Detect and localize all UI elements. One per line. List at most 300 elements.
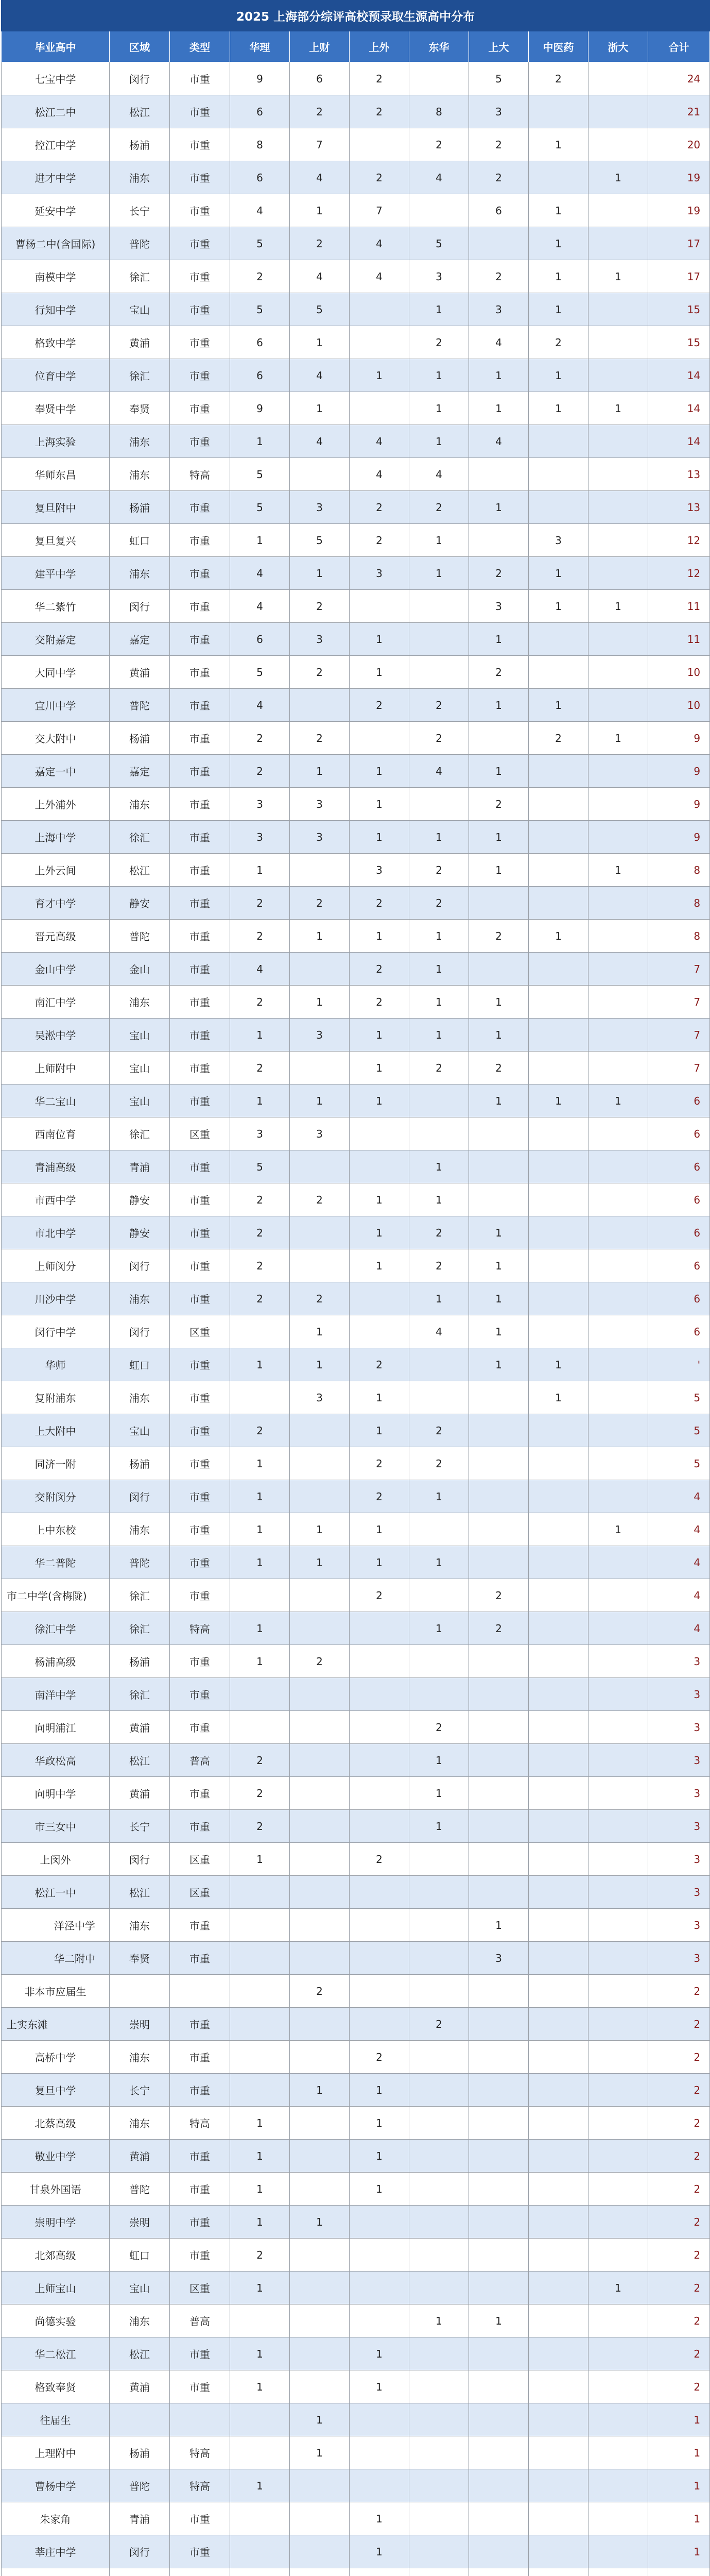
table-row: [2, 1909, 710, 1942]
cell-shisu: 2: [350, 2041, 409, 2074]
cell-ecust: [230, 2304, 290, 2337]
cell-ecust: 2: [230, 755, 290, 788]
table-row: [2, 953, 710, 986]
cell-type: 区重: [170, 1315, 230, 1348]
table-row: [2, 1579, 710, 1612]
cell-shutcm: 1: [529, 920, 588, 953]
table-row: [2, 689, 710, 722]
cell-school: 尚德实验: [2, 2304, 110, 2337]
cell-ecust: [230, 2008, 290, 2041]
cell-shutcm: [529, 2239, 588, 2272]
cell-dhu: 2: [409, 2008, 469, 2041]
cell-school: 杨浦高级: [2, 1645, 110, 1678]
cell-shisu: 1: [350, 1216, 409, 1249]
table-row: [2, 1810, 710, 1843]
cell-school: 上师附中: [2, 1052, 110, 1084]
cell-ecust: 4: [230, 590, 290, 623]
cell-total: 8: [648, 854, 710, 887]
cell-type: 市重: [170, 161, 230, 194]
cell-ecust: 5: [230, 1150, 290, 1183]
cell-shisu: 4: [350, 227, 409, 260]
cell-shutcm: [529, 491, 588, 524]
table-row: [2, 1084, 710, 1117]
cell-type: 特高: [170, 458, 230, 491]
cell-dhu: [409, 1117, 469, 1150]
cell-school: 洋泾中学: [2, 1909, 110, 1942]
cell-dhu: [409, 788, 469, 821]
cell-shu: 1: [469, 1348, 529, 1381]
cell-total: 2: [648, 1975, 710, 2008]
cell-shutcm: [529, 1942, 588, 1975]
table-row: [2, 1546, 710, 1579]
cell-zju: [588, 2041, 648, 2074]
cell-type: 市重: [170, 425, 230, 458]
cell-district: 虹口: [110, 2239, 170, 2272]
cell-type: 市重: [170, 1183, 230, 1216]
col-header-type: 类型: [170, 31, 230, 62]
cell-shutcm: [529, 2502, 588, 2535]
cell-sufe: [290, 1612, 350, 1645]
cell-type: 市重: [170, 722, 230, 755]
cell-total: 3: [648, 1645, 710, 1678]
cell-school: 宜川中学: [2, 689, 110, 722]
table-row: [2, 1117, 710, 1150]
cell-sufe: 6: [290, 62, 350, 95]
cell-shutcm: [529, 953, 588, 986]
cell-shutcm: [529, 656, 588, 689]
cell-dhu: 1: [409, 920, 469, 953]
cell-shisu: [350, 2239, 409, 2272]
cell-ecust: 1: [230, 1843, 290, 1876]
col-header-ecust: 华理: [230, 31, 290, 62]
cell-district: 浦东: [110, 1381, 170, 1414]
cell-school: 崇明中学: [2, 2206, 110, 2239]
cell-ecust: 2: [230, 1744, 290, 1777]
cell-shu: [469, 1480, 529, 1513]
cell-dhu: 2: [409, 887, 469, 920]
cell-district: 浦东: [110, 425, 170, 458]
cell-ecust: 8: [230, 128, 290, 161]
cell-shu: 1: [469, 1019, 529, 1052]
cell-type: 市重: [170, 2008, 230, 2041]
cell-dhu: [409, 1645, 469, 1678]
cell-school: 华二宝山: [2, 1084, 110, 1117]
cell-school: 市二中学(含梅陇): [2, 1579, 110, 1612]
cell-sufe: 1: [290, 557, 350, 590]
cell-ecust: 4: [230, 689, 290, 722]
cell-zju: [588, 227, 648, 260]
cell-sufe: 3: [290, 788, 350, 821]
cell-sufe: 2: [290, 95, 350, 128]
cell-shutcm: 1: [529, 590, 588, 623]
cell-zju: [588, 1843, 648, 1876]
cell-zju: [588, 1612, 648, 1645]
cell-shu: [469, 1777, 529, 1810]
cell-zju: 1: [588, 260, 648, 293]
table-row: [2, 755, 710, 788]
cell-ecust: [230, 1381, 290, 1414]
cell-school: 上实东滩: [2, 2008, 110, 2041]
cell-total: 11: [648, 623, 710, 656]
cell-shisu: 2: [350, 1447, 409, 1480]
cell-ecust: [230, 1942, 290, 1975]
table-row: [2, 722, 710, 755]
table-row: [2, 458, 710, 491]
cell-shu: [469, 1546, 529, 1579]
cell-type: 市重: [170, 557, 230, 590]
cell-shisu: 1: [350, 2337, 409, 2370]
cell-total: 15: [648, 326, 710, 359]
cell-type: 市重: [170, 491, 230, 524]
cell-type: 市重: [170, 293, 230, 326]
cell-zju: [588, 1315, 648, 1348]
cell-ecust: 9: [230, 392, 290, 425]
cell-school: 金山中学: [2, 953, 110, 986]
table-row: [2, 1315, 710, 1348]
cell-shutcm: [529, 1480, 588, 1513]
cell-dhu: 4: [409, 1315, 469, 1348]
cell-shu: [469, 953, 529, 986]
cell-district: 虹口: [110, 524, 170, 557]
cell-dhu: [409, 1678, 469, 1711]
cell-zju: [588, 1414, 648, 1447]
cell-total: 6: [648, 1183, 710, 1216]
cell-type: 市重: [170, 821, 230, 854]
cell-zju: 1: [588, 1084, 648, 1117]
cell-ecust: 1: [230, 2337, 290, 2370]
cell-zju: [588, 1052, 648, 1084]
cell-zju: [588, 2173, 648, 2206]
cell-total: 7: [648, 986, 710, 1019]
cell-type: 市重: [170, 1480, 230, 1513]
cell-total: 2: [648, 2041, 710, 2074]
table-row: [2, 2140, 710, 2173]
cell-total: 13: [648, 491, 710, 524]
table-row: [2, 1216, 710, 1249]
cell-shisu: [350, 2568, 409, 2576]
cell-zju: [588, 95, 648, 128]
cell-shisu: 1: [350, 2074, 409, 2107]
cell-dhu: 1: [409, 1150, 469, 1183]
cell-zju: [588, 2436, 648, 2469]
cell-type: 市重: [170, 2370, 230, 2403]
cell-district: 黄浦: [110, 326, 170, 359]
cell-shisu: 1: [350, 821, 409, 854]
cell-shu: [469, 1183, 529, 1216]
cell-type: 市重: [170, 1019, 230, 1052]
cell-ecust: 1: [230, 2370, 290, 2403]
cell-school: 松江二中: [2, 95, 110, 128]
cell-school: 嘉定一中: [2, 755, 110, 788]
cell-type: 市重: [170, 755, 230, 788]
cell-dhu: 4: [409, 161, 469, 194]
cell-school: 同济一附: [2, 1447, 110, 1480]
cell-shutcm: [529, 821, 588, 854]
cell-zju: [588, 1678, 648, 1711]
cell-district: 浦东: [110, 986, 170, 1019]
table-row: [2, 1480, 710, 1513]
cell-shu: 2: [469, 1612, 529, 1645]
cell-shu: 1: [469, 1315, 529, 1348]
cell-shu: [469, 1447, 529, 1480]
cell-shutcm: [529, 2436, 588, 2469]
cell-dhu: [409, 1084, 469, 1117]
cell-sufe: 4: [290, 161, 350, 194]
cell-shu: [469, 887, 529, 920]
cell-ecust: 2: [230, 1183, 290, 1216]
cell-district: 浦东: [110, 1909, 170, 1942]
cell-type: 市重: [170, 1414, 230, 1447]
cell-dhu: [409, 623, 469, 656]
table-row: [2, 1744, 710, 1777]
cell-zju: [588, 557, 648, 590]
cell-dhu: 2: [409, 326, 469, 359]
cell-total: 10: [648, 656, 710, 689]
cell-shu: 3: [469, 590, 529, 623]
cell-shu: 1: [469, 821, 529, 854]
cell-zju: [588, 1645, 648, 1678]
cell-shutcm: [529, 1909, 588, 1942]
cell-school: 向明中学: [2, 1777, 110, 1810]
cell-school: 上外云间: [2, 854, 110, 887]
cell-shisu: 1: [350, 1019, 409, 1052]
cell-shutcm: 2: [529, 722, 588, 755]
table-row: [2, 1183, 710, 1216]
cell-ecust: 2: [230, 1810, 290, 1843]
cell-shutcm: [529, 1876, 588, 1909]
cell-total: 12: [648, 524, 710, 557]
cell-shutcm: [529, 1414, 588, 1447]
cell-school: 交附闵分: [2, 1480, 110, 1513]
cell-ecust: 1: [230, 1645, 290, 1678]
cell-district: 崇明: [110, 2008, 170, 2041]
cell-total: 4: [648, 1480, 710, 1513]
cell-district: 浦东: [110, 458, 170, 491]
cell-shutcm: [529, 95, 588, 128]
cell-ecust: [230, 2041, 290, 2074]
cell-ecust: 2: [230, 2239, 290, 2272]
cell-school: 复旦复兴: [2, 524, 110, 557]
cell-ecust: [230, 1579, 290, 1612]
cell-district: 杨浦: [110, 128, 170, 161]
cell-sufe: 3: [290, 1381, 350, 1414]
cell-school: 北蔡高级: [2, 2107, 110, 2140]
cell-dhu: 1: [409, 1744, 469, 1777]
cell-school: 奉贤中学: [2, 392, 110, 425]
col-header-shu: 上大: [469, 31, 529, 62]
cell-type: 市重: [170, 62, 230, 95]
cell-type: 特高: [170, 2436, 230, 2469]
cell-shisu: 1: [350, 1183, 409, 1216]
table-row: [2, 293, 710, 326]
cell-ecust: 1: [230, 1348, 290, 1381]
cell-shu: [469, 2008, 529, 2041]
cell-total: 10: [648, 689, 710, 722]
cell-ecust: 1: [230, 1084, 290, 1117]
cell-shutcm: [529, 1216, 588, 1249]
table-row: [2, 2502, 710, 2535]
table-body: [2, 62, 710, 2576]
cell-type: 市重: [170, 2239, 230, 2272]
cell-type: 市重: [170, 2535, 230, 2568]
cell-dhu: 2: [409, 1052, 469, 1084]
cell-type: 市重: [170, 2337, 230, 2370]
cell-zju: [588, 2206, 648, 2239]
cell-ecust: 1: [230, 1019, 290, 1052]
cell-ecust: 3: [230, 1117, 290, 1150]
cell-shu: [469, 1381, 529, 1414]
cell-district: 嘉定: [110, 623, 170, 656]
table-row: [2, 590, 710, 623]
cell-district: 徐汇: [110, 1612, 170, 1645]
table-row: [2, 1513, 710, 1546]
cell-dhu: [409, 2041, 469, 2074]
cell-zju: [588, 2008, 648, 2041]
cell-total: 8: [648, 920, 710, 953]
cell-sufe: [290, 2304, 350, 2337]
cell-district: 闵行: [110, 590, 170, 623]
cell-sufe: [290, 1876, 350, 1909]
cell-type: 市重: [170, 1810, 230, 1843]
cell-shutcm: [529, 2107, 588, 2140]
cell-zju: [588, 2568, 648, 2576]
cell-shu: [469, 2337, 529, 2370]
cell-type: 市重: [170, 2041, 230, 2074]
cell-shutcm: [529, 1579, 588, 1612]
cell-ecust: 3: [230, 788, 290, 821]
table-row: [2, 2337, 710, 2370]
cell-ecust: [230, 1678, 290, 1711]
cell-shisu: 2: [350, 1480, 409, 1513]
cell-school: 华二普陀: [2, 1546, 110, 1579]
cell-dhu: [409, 1909, 469, 1942]
cell-district: 普陀: [110, 2469, 170, 2502]
cell-ecust: [230, 2436, 290, 2469]
cell-dhu: [409, 2568, 469, 2576]
cell-school: 七宝中学: [2, 62, 110, 95]
cell-sufe: 4: [290, 425, 350, 458]
cell-shisu: [350, 2008, 409, 2041]
cell-sufe: [290, 1942, 350, 1975]
cell-zju: [588, 1744, 648, 1777]
cell-dhu: [409, 1579, 469, 1612]
table-row: [2, 62, 710, 95]
cell-sufe: [290, 2041, 350, 2074]
cell-sufe: 1: [290, 326, 350, 359]
cell-dhu: 2: [409, 689, 469, 722]
cell-shu: [469, 2469, 529, 2502]
cell-district: 浦东: [110, 1513, 170, 1546]
cell-ecust: 4: [230, 953, 290, 986]
cell-shisu: 1: [350, 359, 409, 392]
cell-shisu: [350, 2304, 409, 2337]
cell-type: 区重: [170, 1876, 230, 1909]
cell-shutcm: 1: [529, 689, 588, 722]
cell-sufe: 3: [290, 821, 350, 854]
cell-sufe: [290, 1744, 350, 1777]
cell-shutcm: [529, 887, 588, 920]
cell-shisu: [350, 1975, 409, 2008]
cell-ecust: [230, 1975, 290, 2008]
cell-total: 2: [648, 2206, 710, 2239]
table-row: [2, 1282, 710, 1315]
table-row: [2, 1678, 710, 1711]
cell-shu: [469, 2140, 529, 2173]
cell-school: 格致奉贤: [2, 2370, 110, 2403]
cell-total: 14: [648, 425, 710, 458]
cell-sufe: [290, 1678, 350, 1711]
cell-school: 上中东校: [2, 1513, 110, 1546]
table-row: [2, 920, 710, 953]
cell-district: 徐汇: [110, 1678, 170, 1711]
cell-total: 9: [648, 755, 710, 788]
cell-shisu: 1: [350, 1084, 409, 1117]
cell-shisu: [350, 1810, 409, 1843]
cell-district: 宝山: [110, 1084, 170, 1117]
table-title: 2025 上海部分综评高校预录取生源高中分布: [2, 1, 710, 31]
cell-sufe: 3: [290, 1117, 350, 1150]
cell-shisu: 1: [350, 1381, 409, 1414]
cell-shisu: 1: [350, 1546, 409, 1579]
cell-shu: [469, 1150, 529, 1183]
cell-shisu: [350, 1711, 409, 1744]
cell-type: 市重: [170, 1052, 230, 1084]
table-row: [2, 425, 710, 458]
cell-sufe: 1: [290, 755, 350, 788]
cell-shu: [469, 2041, 529, 2074]
cell-shu: [469, 722, 529, 755]
cell-shutcm: 1: [529, 1084, 588, 1117]
table-row: [2, 359, 710, 392]
cell-ecust: 1: [230, 1546, 290, 1579]
cell-total: 15: [648, 293, 710, 326]
cell-shu: 1: [469, 755, 529, 788]
cell-total: 7: [648, 1019, 710, 1052]
cell-zju: [588, 986, 648, 1019]
cell-shisu: 2: [350, 524, 409, 557]
cell-type: 市重: [170, 326, 230, 359]
cell-shu: 2: [469, 161, 529, 194]
cell-ecust: [230, 2535, 290, 2568]
cell-sufe: [290, 953, 350, 986]
cell-sufe: 1: [290, 2403, 350, 2436]
cell-shisu: 3: [350, 557, 409, 590]
cell-zju: [588, 1777, 648, 1810]
table-row: [2, 1711, 710, 1744]
cell-type: 市重: [170, 194, 230, 227]
cell-total: 4: [648, 1579, 710, 1612]
cell-dhu: 1: [409, 1019, 469, 1052]
cell-total: 2: [648, 2272, 710, 2304]
cell-type: 市重: [170, 359, 230, 392]
cell-shisu: 1: [350, 1513, 409, 1546]
cell-shisu: 1: [350, 2107, 409, 2140]
cell-total: 24: [648, 62, 710, 95]
cell-total: 2: [648, 2370, 710, 2403]
cell-total: 6: [648, 1150, 710, 1183]
cell-total: 5: [648, 1447, 710, 1480]
cell-shutcm: [529, 788, 588, 821]
cell-shutcm: [529, 1777, 588, 1810]
cell-school: 莘庄中学: [2, 2535, 110, 2568]
cell-dhu: [409, 2272, 469, 2304]
cell-zju: [588, 1810, 648, 1843]
cell-dhu: 2: [409, 491, 469, 524]
col-header-school: 毕业高中: [2, 31, 110, 62]
cell-sufe: 4: [290, 260, 350, 293]
cell-district: 闵行: [110, 1843, 170, 1876]
cell-school: 大同中学: [2, 656, 110, 689]
